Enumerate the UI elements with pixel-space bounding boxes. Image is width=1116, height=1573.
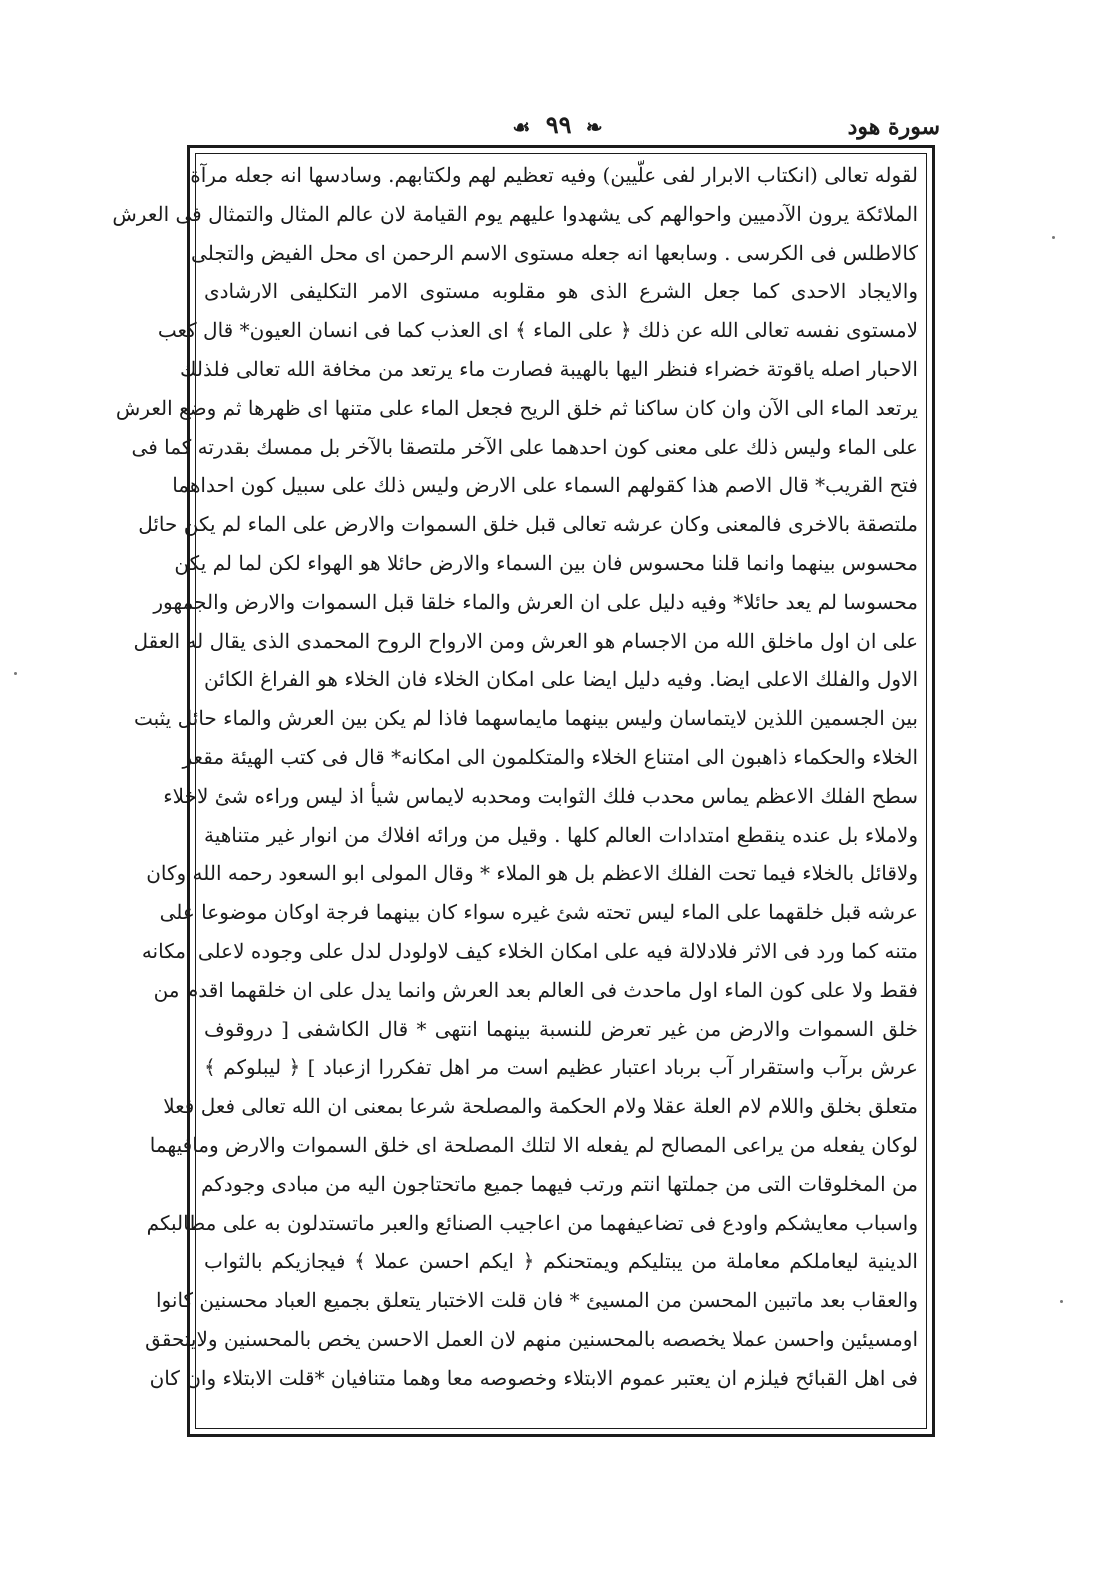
text-line: سطح الفلك الاعظم يماس محدب فلك الثوابت ومحدبه لايماس شيأ اذ ليس وراءه شئ لاخلاء — [163, 783, 918, 808]
text-line: والعقاب بعد ماتبين المحسن من المسيئ * فان قلت الاختبار يتعلق بجميع العباد محسنين كانوا — [155, 1288, 918, 1313]
text-line: متنه كما ورد فى الاثر فلادلالة فيه على امكان الخلاء كيف لاولودل لدل على وجوده لاعلى امكانه — [141, 938, 918, 963]
text-line: الملائكة يرون الآدميين واحوالهم كى يشهدوا عليهم يوم القيامة لان عالم المثال والتمثال فى العرش — [112, 201, 918, 226]
text-line: محسوسا لم يعد حائلا* وفيه دليل على ان العرش والماء خلقا قبل السموات والارض والجمهور — [153, 589, 918, 614]
text-line: اومسيئين واحسن عملا يخصصه بالمحسنين منهم لان العمل الاحسن يخص بالمحسنين ولايتحقق — [145, 1326, 918, 1351]
text-line: فتح القريب* قال الاصم هذا كقولهم السماء على الارض وليس ذلك على سبيل كون احداهما — [172, 473, 918, 498]
text-line: بين الجسمين اللذين لايتماسان وليس بينهما مايماسهما فاذا لم يكن بين العرش والماء حائل يثبت — [133, 706, 918, 731]
text-line: محسوس بينهما وانما قلنا محسوس فان بين السماء والارض حائلا هو الهواء لكن لما لم يكن — [174, 550, 918, 575]
text-line: يرتعد الماء الى الآن وان كان ساكنا ثم خلق الريح فجعل الماء على متنها اى ظهرها ثم وضع العرش — [115, 395, 918, 420]
page-number — [506, 110, 609, 139]
text-line: عرش برآب واستقرار آب برباد اعتبار عظيم است مر اهل تفكررا ازعباد ] ﴿ ليبلوكم ﴾ — [204, 1055, 918, 1080]
text-line: متعلق بخلق واللام لام العلة عقلا ولام الحكمة والمصلحة شرعا بمعنى ان الله تعالى فعل فعلا — [163, 1094, 918, 1119]
page-header — [176, 108, 940, 146]
scan-speck — [1052, 236, 1055, 239]
text-line: فى اهل القبائح فيلزم ان يعتبر عموم الابتلاء وخصوصه معا وهما متنافيان *قلت الابتلاء وان كان — [149, 1365, 918, 1390]
text-line: لوكان يفعله من يراعى المصالح لم يفعله الا لتلك المصلحة اى خلق السموات والارض ومافيهما — [149, 1132, 918, 1157]
text-line: لامستوى نفسه تعالى الله عن ذلك ﴿ على الماء ﴾ اى العذب كما فى انسان العيون* قال كعب — [157, 318, 918, 343]
text-line: ولاقائل بالخلاء فيما تحت الفلك الاعظم بل هو الملاء * وقال المولى ابو السعود رحمه الله وكان — [146, 861, 918, 886]
text-frame — [112, 145, 935, 1437]
text-line: ولاملاء بل عنده ينقطع امتدادات العالم كلها . وقيل من ورائه افلاك من انوار غير متناهية — [204, 822, 918, 847]
text-line: والايجاد الاحدى كما جعل الشرع الذى هو مقلوبه مستوى الامر التكليفى الارشادى — [204, 279, 918, 304]
text-line: الدينية ليعاملكم معاملة من يبتليكم ويمتحنكم ﴿ ايكم احسن عملا ﴾ فيجازيكم بالثواب — [204, 1249, 918, 1274]
surah-title: سورة هود — [847, 114, 940, 140]
left-ornament: ❧ — [585, 114, 604, 139]
text-line: خلق السموات والارض من غير تعرض للنسبة بينهما انتهى * قال الكاشفى [ دروقوف — [204, 1016, 918, 1041]
text-line: ملتصقة بالاخرى فالمعنى وكان عرشه تعالى قبل خلق السموات والارض على الماء لم يكن حائل — [138, 512, 918, 537]
text-line: الخلاء والحكماء ذاهبون الى امتناع الخلاء والمتكلمون الى امكانه* قال فى كتب الهيئة مقعر — [182, 744, 918, 769]
text-line: واسباب معايشكم واودع فى تضاعيفهما من اعاجيب الصنائع والعبر ماتستدلون به على مطالبكم — [146, 1210, 918, 1235]
scan-speck — [1060, 1300, 1063, 1303]
text-line: كالاطلس فى الكرسى . وسابعها انه جعله مستوى الاسم الرحمن اى محل الفيض والتجلى — [191, 240, 918, 265]
text-line: فقط ولا على كون الماء اول ماحدث فى العالم بعد العرش وانما يدل على ان خلقهما اقدم من — [153, 977, 918, 1002]
text-line: من المخلوقات التى من جملتها انتم ورتب فيهما جميع ماتحتاجون اليه من مبادى وجودكم — [200, 1171, 918, 1196]
text-line: لقوله تعالى (انكتاب الابرار لفى علّيين) وفيه تعظيم لهم ولكتابهم. وسادسها انه جعله مرآة — [190, 163, 918, 187]
text-line: الاحبار اصله ياقوتة خضراء فنظر اليها بالهيبة فصارت ماء يرتعد من مخافة الله تعالى فلذلك — [180, 356, 918, 381]
right-ornament: ☙ — [512, 114, 532, 139]
text-line: الاول والفلك الاعلى ايضا. وفيه دليل ايضا على امكان الخلاء فان الخلاء هو الفراغ الكائن — [204, 667, 918, 692]
text-line: على الماء وليس ذلك على معنى كون احدهما على الآخر ملتصقا بالآخر بل ممسك بقدرته كما فى — [131, 434, 918, 459]
text-line: على ان اول ماخلق الله من الاجسام هو العرش ومن الارواح الروح المحمدى الذى يقال له العقل — [133, 628, 918, 653]
scan-speck — [14, 672, 17, 675]
text-line: عرشه قبل خلقهما على الماء ليس تحته شئ غيره سواء كان بينهما فرجة اوكان موضوعا على — [159, 900, 918, 925]
text-body — [112, 156, 918, 1398]
page-number-text: ٩٩ — [545, 110, 572, 139]
